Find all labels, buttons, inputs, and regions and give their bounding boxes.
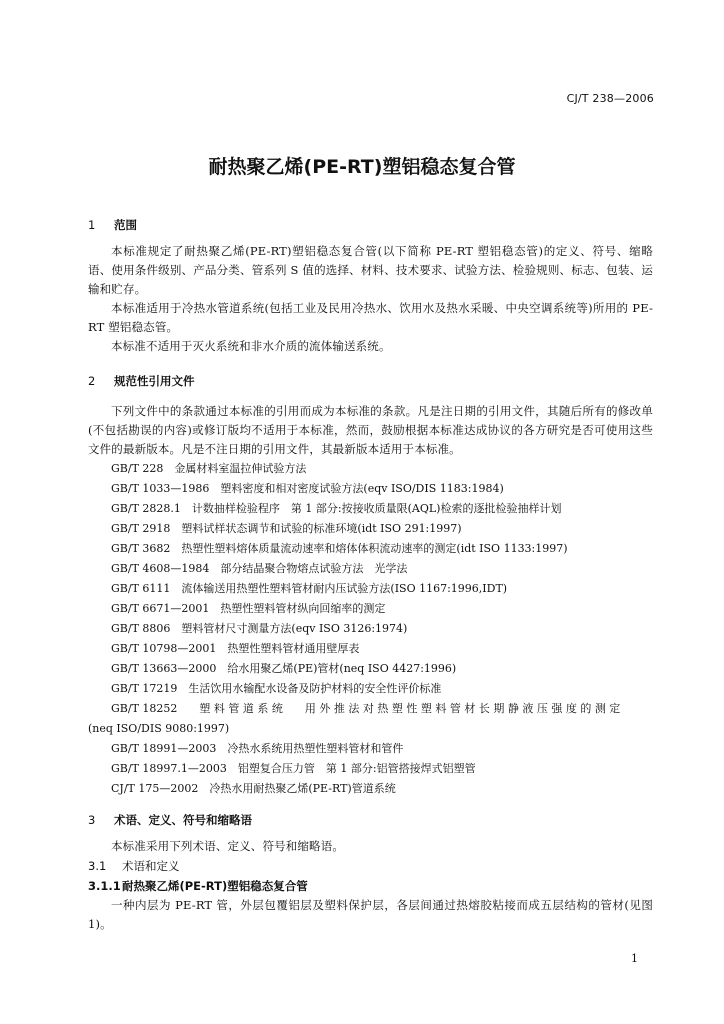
section-1-paragraph-3: 本标准不适用于灭火系统和非水介质的流体输送系统。: [111, 339, 391, 353]
section-title: 范围: [114, 218, 137, 232]
reference-item: GB/T 17219 生活饮用水输配水设备及防护材料的安全性评价标准: [111, 682, 442, 695]
reference-item-18252: GB/T 18252 塑 料 管 道 系 统 用 外 推 法 对 热 塑 性 塑 料 管 材 长 期 静 液 压 强 度 的 测 定: [111, 702, 621, 715]
standard-code: CJ/T 238—2006: [566, 92, 654, 105]
subsection-3-1-1-definition: 一种内层为 PE-RT 管，外层包覆铝层及塑料保护层，各层间通过热熔胶粘接而成五层结构的管材(见图 1)。: [88, 898, 653, 931]
reference-item: GB/T 3682 热塑性塑料熔体质量流动速率和熔体体积流动速率的测定(idt ISO 1133:1997): [111, 542, 568, 555]
reference-item: GB/T 13663—2000 给水用聚乙烯(PE)管材(neq ISO 4427:1996): [111, 662, 457, 675]
section-number: 2: [88, 374, 96, 388]
reference-item: GB/T 10798—2001 热塑性塑料管材通用壁厚表: [111, 642, 360, 655]
section-number: 3: [88, 813, 96, 827]
subsection-3-1-1-heading: [88, 876, 653, 896]
section-title: 规范性引用文件: [114, 374, 195, 388]
subsection-number: 3.1: [88, 859, 107, 873]
reference-item: GB/T 2918 塑料试样状态调节和试验的标准环境(idt ISO 291:1997): [111, 522, 462, 535]
reference-item: GB/T 4608—1984 部分结晶聚合物熔点试验方法 光学法: [111, 562, 408, 575]
reference-item: CJ/T 175—2002 冷热水用耐热聚乙烯(PE-RT)管道系统: [111, 782, 396, 795]
subsection-number: 3.1.1: [88, 879, 121, 893]
section-title: 术语、定义、符号和缩略语: [114, 813, 252, 827]
section-3-heading: [88, 809, 653, 831]
reference-item: GB/T 18997.1—2003 铝塑复合压力管 第 1 部分:铝管搭接焊式铝塑管: [111, 762, 476, 775]
subsection-3-1-heading: [88, 856, 653, 876]
section-3-intro: 本标准采用下列术语、定义、符号和缩略语。: [111, 839, 344, 853]
reference-item: GB/T 1033—1986 塑料密度和相对密度试验方法(eqv ISO/DIS 1183:1984): [111, 482, 504, 495]
reference-item: GB/T 8806 塑料管材尺寸测量方法(eqv ISO 3126:1974): [111, 622, 408, 635]
reference-item: GB/T 228 金属材料室温拉伸试验方法: [111, 462, 307, 475]
reference-item: GB/T 6111 流体输送用热塑性塑料管材耐内压试验方法(ISO 1167:1996,IDT): [111, 582, 508, 595]
section-2-intro: 下列文件中的条款通过本标准的引用而成为本标准的条款。凡是注日期的引用文件，其随后所有的修改单(不包括勘误的内容)或修订版均不适用于本标准，然而，鼓励根据本标准达成协议的各方研究是否可使用这些文件的最新版本。凡是不注日期的引用文件，其最新版本适用于本标准。: [88, 404, 653, 456]
section-1-paragraph-2: 本标准适用于冷热水管道系统(包括工业及民用冷热水、饮用水及热水采暖、中央空调系统等)所用的 PE-RT 塑铝稳态管。: [88, 301, 653, 334]
document-body: [88, 214, 653, 934]
reference-item: GB/T 18991—2003 冷热水系统用热塑性塑料管材和管件: [111, 742, 404, 755]
subsection-title: 术语和定义: [122, 859, 180, 873]
subsection-title: 耐热聚乙烯(PE-RT)塑铝稳态复合管: [122, 879, 308, 893]
section-2-heading: [88, 370, 653, 392]
section-1-paragraph-1: 本标准规定了耐热聚乙烯(PE-RT)塑铝稳态复合管(以下简称 PE-RT 塑铝稳态管)的定义、符号、缩略语、使用条件级别、产品分类、管系列 S 值的选择、材料、技术要求、试验方法、检验规则、标志、包装、运输和贮存。: [88, 244, 653, 296]
page-number: 1: [631, 952, 638, 965]
reference-item-18252-continuation: (neq ISO/DIS 9080:1997): [88, 722, 230, 735]
section-number: 1: [88, 218, 96, 232]
document-title: 耐热聚乙烯(PE-RT)塑铝稳态复合管: [208, 156, 516, 178]
reference-item: GB/T 6671—2001 热塑性塑料管材纵向回缩率的测定: [111, 602, 386, 615]
reference-item: GB/T 2828.1 计数抽样检验程序 第 1 部分:按接收质量限(AQL)检索的逐批检验抽样计划: [111, 502, 562, 515]
section-1-heading: [88, 214, 653, 236]
